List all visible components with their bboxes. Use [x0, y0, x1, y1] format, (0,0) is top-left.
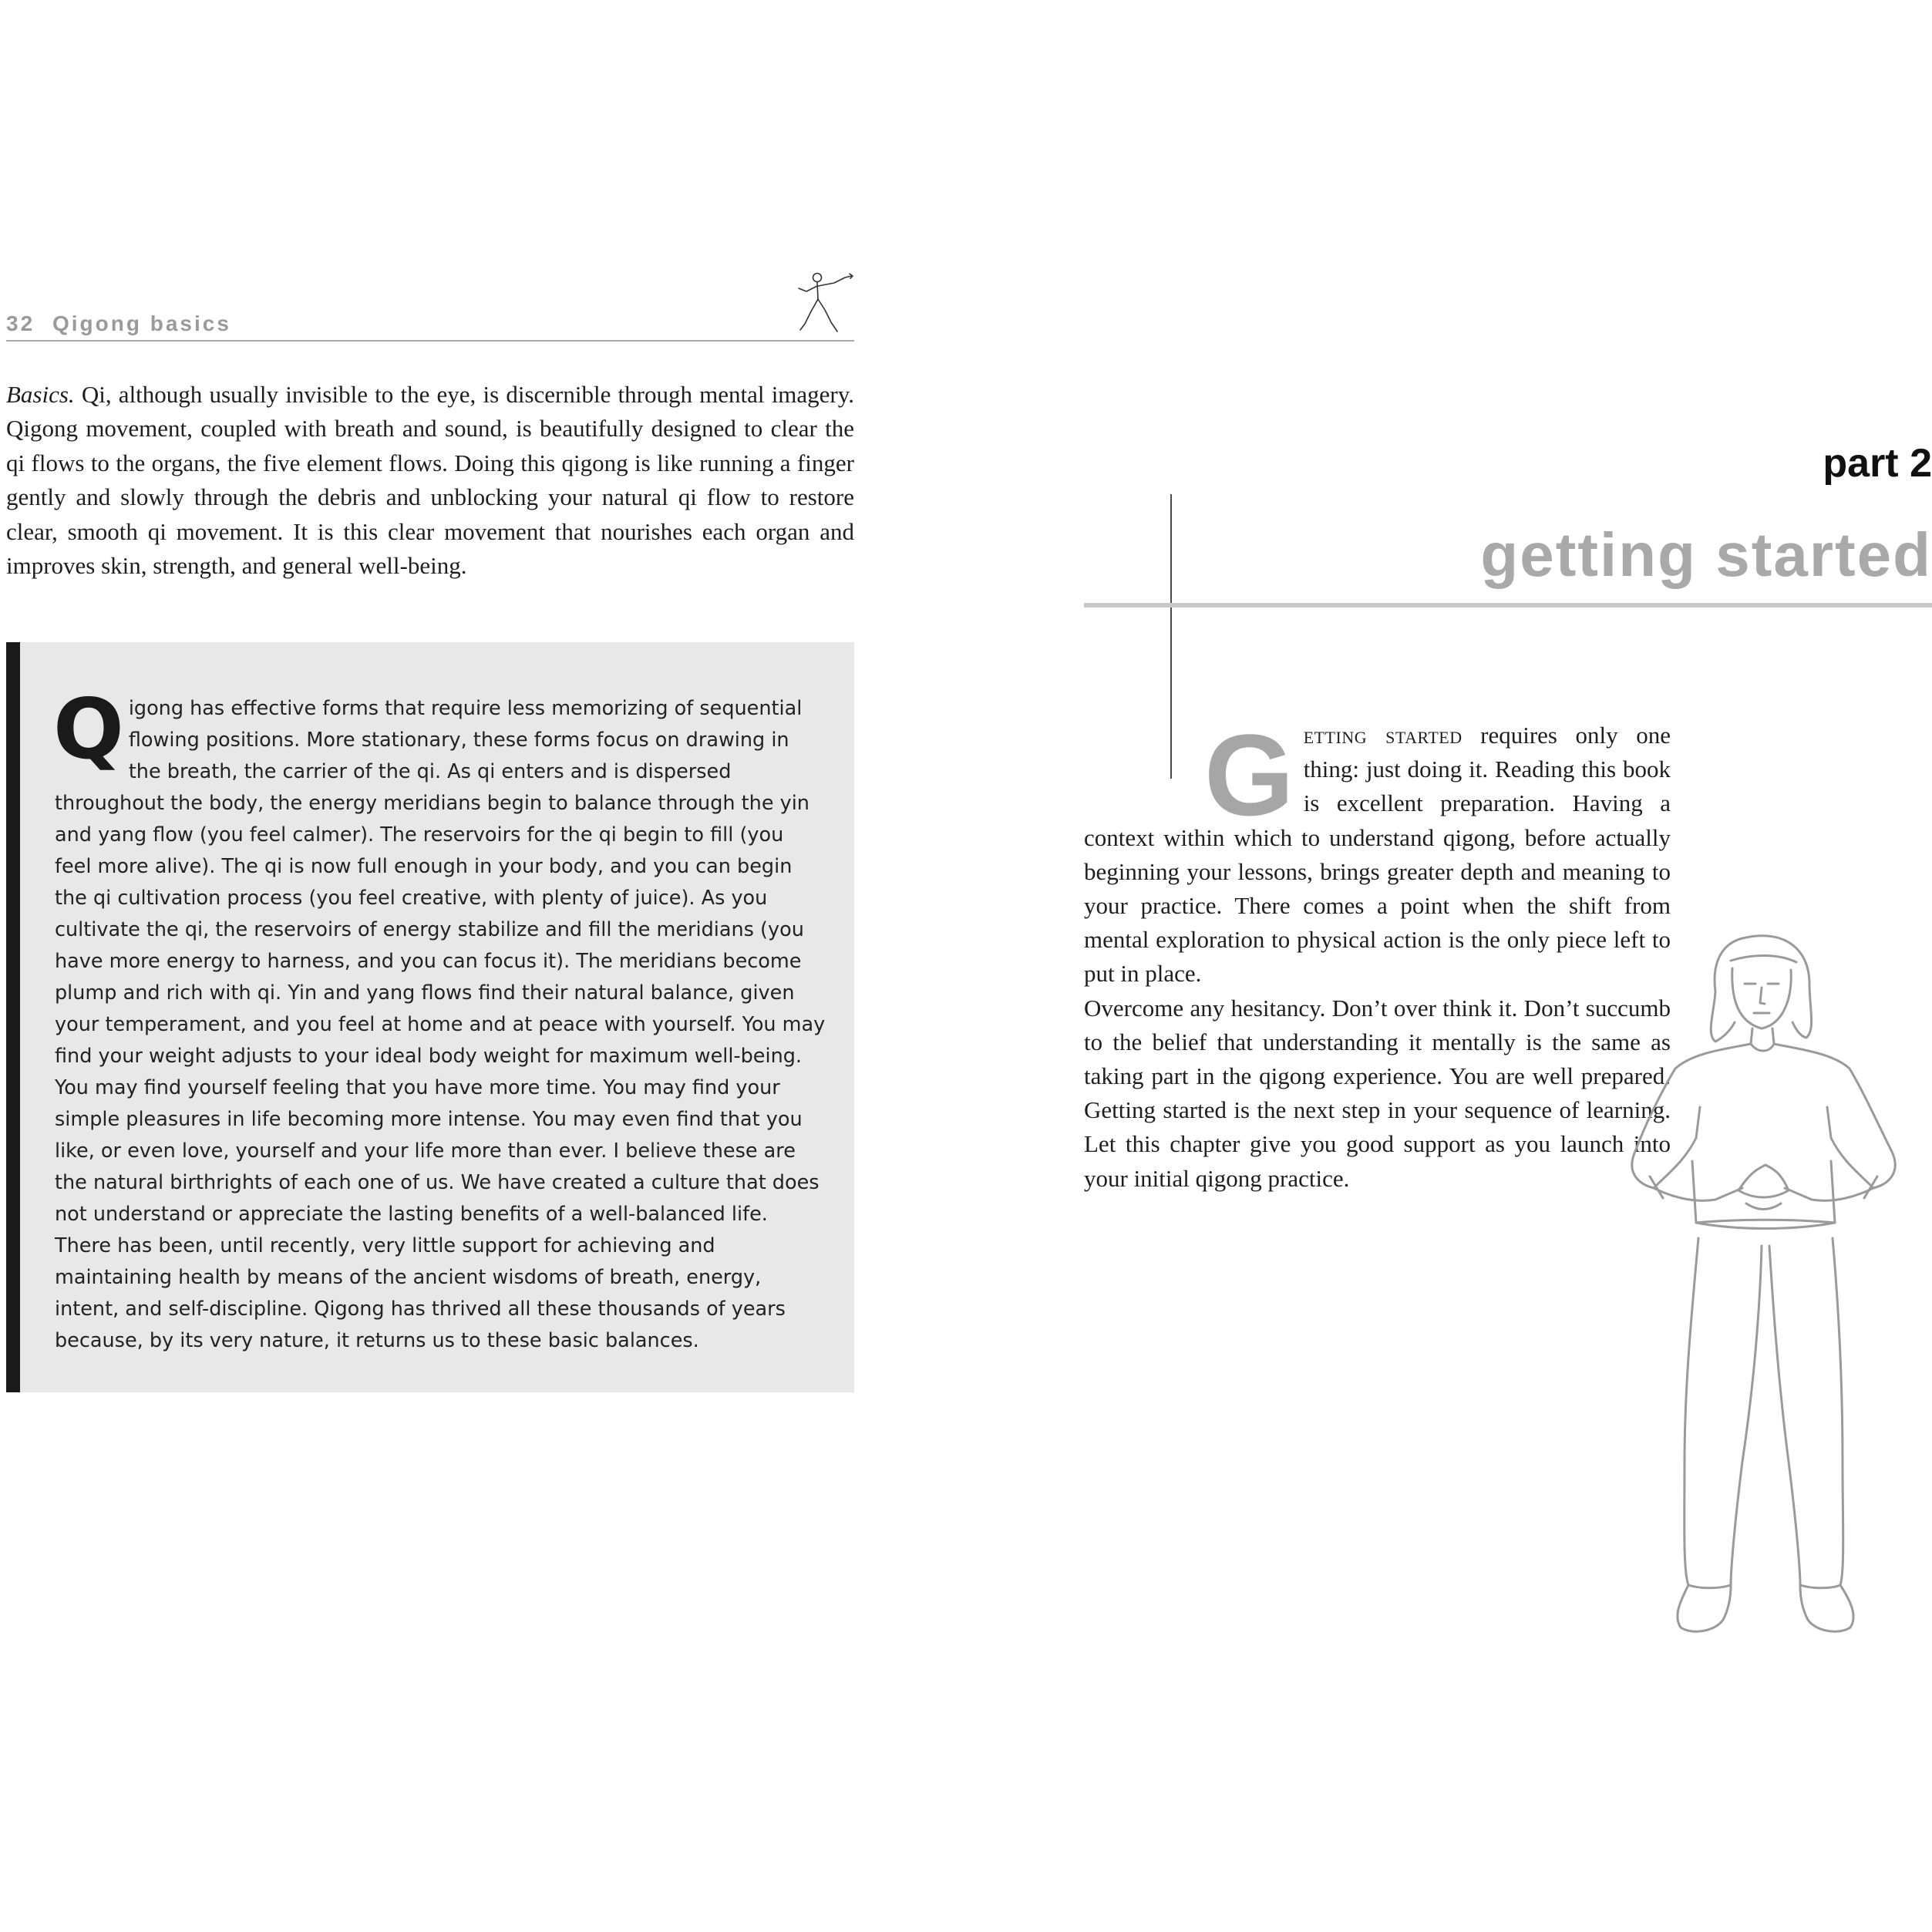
title-rule — [1084, 603, 1932, 608]
sidebar-drop-cap: Q — [53, 682, 124, 778]
chapter-paragraph-1: requires only one thing: just doing it. Reading this book is excellent preparation. Having a context within which to understand qigong, before actually beginning your lessons, brings greater depth and meaning to your practice. There comes a point when the shift from mental exploration to physical action is the only piece left to put in place. — [1084, 722, 1671, 988]
running-head-rule — [6, 340, 854, 342]
section-title: Qigong basics — [52, 311, 231, 335]
intro-text: Qi, although usually invisible to the eye, is discernible through mental imagery. Qigong movement, coupled with breath and sound, is beautifully designed to clear the qi flows to the organs, the five element flows. Doing this qigong is like running a finger gently and slowly through the debris and unblocking your natural qi flow to restore clear, smooth qi movement. It is this clear movement that nourishes each organ and improves skin, strength, and general well-being. — [6, 381, 854, 580]
intro-paragraph — [6, 378, 854, 583]
chapter-small-caps: etting started — [1303, 722, 1462, 749]
intro-lead: Basics. — [6, 381, 75, 408]
sidebar-box — [6, 642, 854, 1392]
chapter-drop-cap: G — [1204, 710, 1294, 840]
sidebar-body: igong has effective forms that require less memorizing of sequential flowing positions. More stationary, these forms focus on drawing in the breath, the carrier of the qi. As qi enters and is dispersed throughout the body, the energy meridians begin to balance through the yin and yang flow (you feel calmer). The reservoirs for the qi begin to fill (you feel more alive). The qi is now full enough in your body, and you can begin the qi cultivation process (you feel creative, with plenty of juice). As you cultivate the qi, the reservoirs of energy stabilize and fill the meridians (you have more energy to harness, and you can focus it). The meridians become plump and rich with qi. Yin and yang flows find their natural balance, given your temperament, and you feel at home and at peace with yourself. You may find your weight adjusts to your ideal body weight for maximum well-being. You may find yourself feeling that you have more time. You may find your simple pleasures in life becoming more intense. You may even find that you like, or even love, yourself and your life more than ever. I believe these are the natural birthrights of each one of us. We have created a culture that does not understand or appreciate the lasting benefits of a well-balanced life. There has been, until recently, very little support for achieving and maintaining health by means of the ancient wisdoms of breath, energy, intent, and self-discipline. Qigong has thrived all these thousands of years because, by its very nature, it returns us to these basic balances. — [55, 697, 826, 1352]
page-number: 32 — [6, 311, 35, 335]
qigong-pose-figure-icon — [794, 261, 871, 338]
sidebar-accent-bar — [6, 642, 20, 1392]
part-label: part 2 — [1823, 441, 1932, 486]
part-title: getting started — [1480, 520, 1932, 589]
running-head — [6, 307, 854, 342]
sidebar-text — [53, 682, 826, 1357]
standing-qigong-figure-icon — [1607, 907, 1924, 1678]
chapter-paragraph-2: Overcome any hesitancy. Don’t over think it. Don’t succumb to the belief that understanding it mentally is the same as taking part in the qigong experience. You are well prepared. Getting started is the next step in your sequence of learning. Let this chapter give you good support as you launch into your initial qigong practice. — [1084, 994, 1671, 1192]
